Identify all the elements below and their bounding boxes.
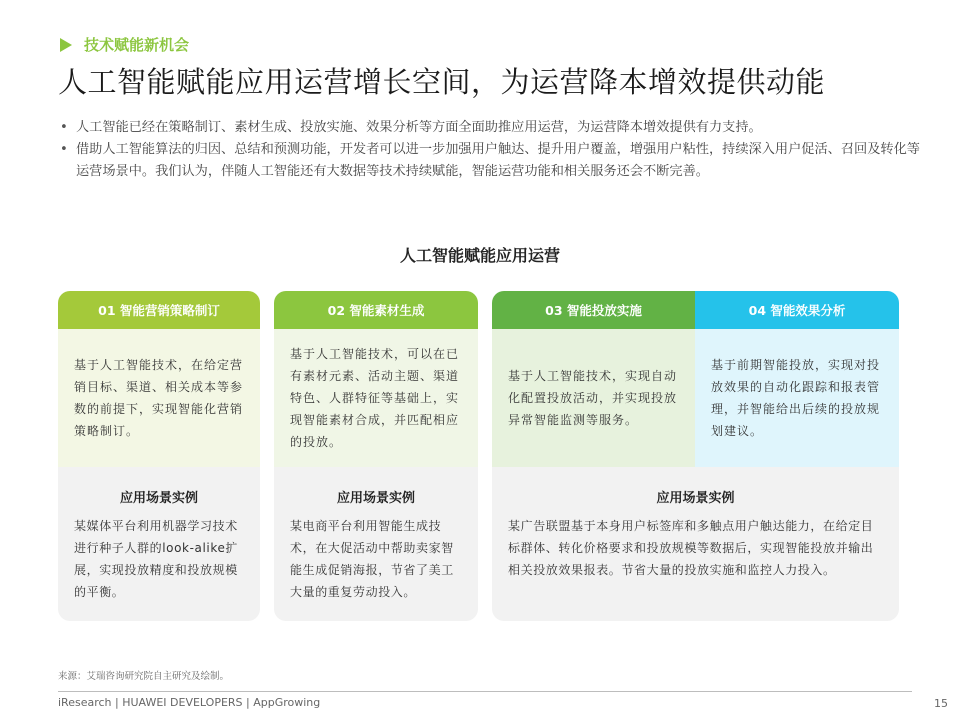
card-description-text: 基于人工智能技术，在给定营销目标、渠道、相关成本等参数的前提下，实现智能化营销策略制订。: [74, 358, 244, 438]
case-text: 某媒体平台利用机器学习技术进行种子人群的look-alike扩展，实现投放精度和投放规模的平衡。: [74, 519, 239, 599]
card-description-text: 基于前期智能投放，实现对投放效果的自动化跟踪和报表管理，并智能给出后续的投放规划建议。: [711, 358, 881, 438]
card-strategy: [58, 291, 260, 621]
case-text: 某电商平台利用智能生成技术，在大促活动中帮助卖家智能生成促销海报，节省了美工大量的重复劳动投入。: [290, 519, 454, 599]
card-content-generation: [274, 291, 478, 621]
bullet-item: • 借助人工智能算法的归因、总结和预测功能，开发者可以进一步加强用户触达、提升用户覆盖，增强用户粘性，持续深入用户促活、召回及转化等运营场景中。我们认为，伴随人工智能还有大数据等技术持续赋能，智能运营功能和相关服务还会不断完善。: [58, 139, 928, 183]
card-description: [492, 329, 695, 467]
case-title: 应用场景实例: [656, 491, 735, 506]
card-description: [58, 329, 260, 467]
diagram-title: 人工智能赋能应用运营: [399, 246, 560, 265]
card-analysis: [695, 291, 899, 467]
card-description: [274, 329, 478, 467]
footer-divider: [58, 691, 912, 692]
case-title: 应用场景实例: [119, 491, 198, 506]
page-number: 15: [934, 697, 948, 710]
card-description-text: 基于人工智能技术，可以在已有素材元素、活动主题、渠道特色、人群特征等基础上，实现智能素材合成，并匹配相应的投放。: [290, 347, 460, 449]
card-header: 03 智能投放实施: [492, 291, 695, 329]
section-tag: [60, 34, 189, 55]
bullet-list: [58, 117, 928, 183]
source-note: 来源：艾瑞咨询研究院自主研究及绘制。: [58, 671, 230, 682]
card-header: 04 智能效果分析: [695, 291, 899, 329]
bullet-item: • 人工智能已经在策略制订、素材生成、投放实施、效果分析等方面全面助推应用运营，为运营降本增效提供有力支持。: [58, 117, 928, 139]
footer-brands: iResearch | HUAWEI DEVELOPERS | AppGrowing: [58, 696, 321, 709]
case-text: 某广告联盟基于本身用户标签库和多触点用户触达能力，在给定目标群体、转化价格要求和投放规模等数据后，实现智能投放并输出相关投放效果报表。节省大量的投放实施和监控人力投入。: [508, 519, 874, 577]
card-header: 02 智能素材生成: [274, 291, 478, 329]
card-delivery: [492, 291, 695, 467]
card-delivery-and-analysis: [492, 291, 899, 621]
card-header: 01 智能营销策略制订: [58, 291, 260, 329]
case-title: 应用场景实例: [336, 491, 415, 506]
section-label: 技术赋能新机会: [84, 36, 190, 54]
play-triangle-icon: [60, 38, 72, 52]
page-title: 人工智能赋能应用运营增长空间，为运营降本增效提供动能: [58, 65, 826, 99]
card-description-text: 基于人工智能技术，实现自动化配置投放活动，并实现投放异常智能监测等服务。: [508, 369, 678, 427]
card-description: [695, 329, 899, 467]
